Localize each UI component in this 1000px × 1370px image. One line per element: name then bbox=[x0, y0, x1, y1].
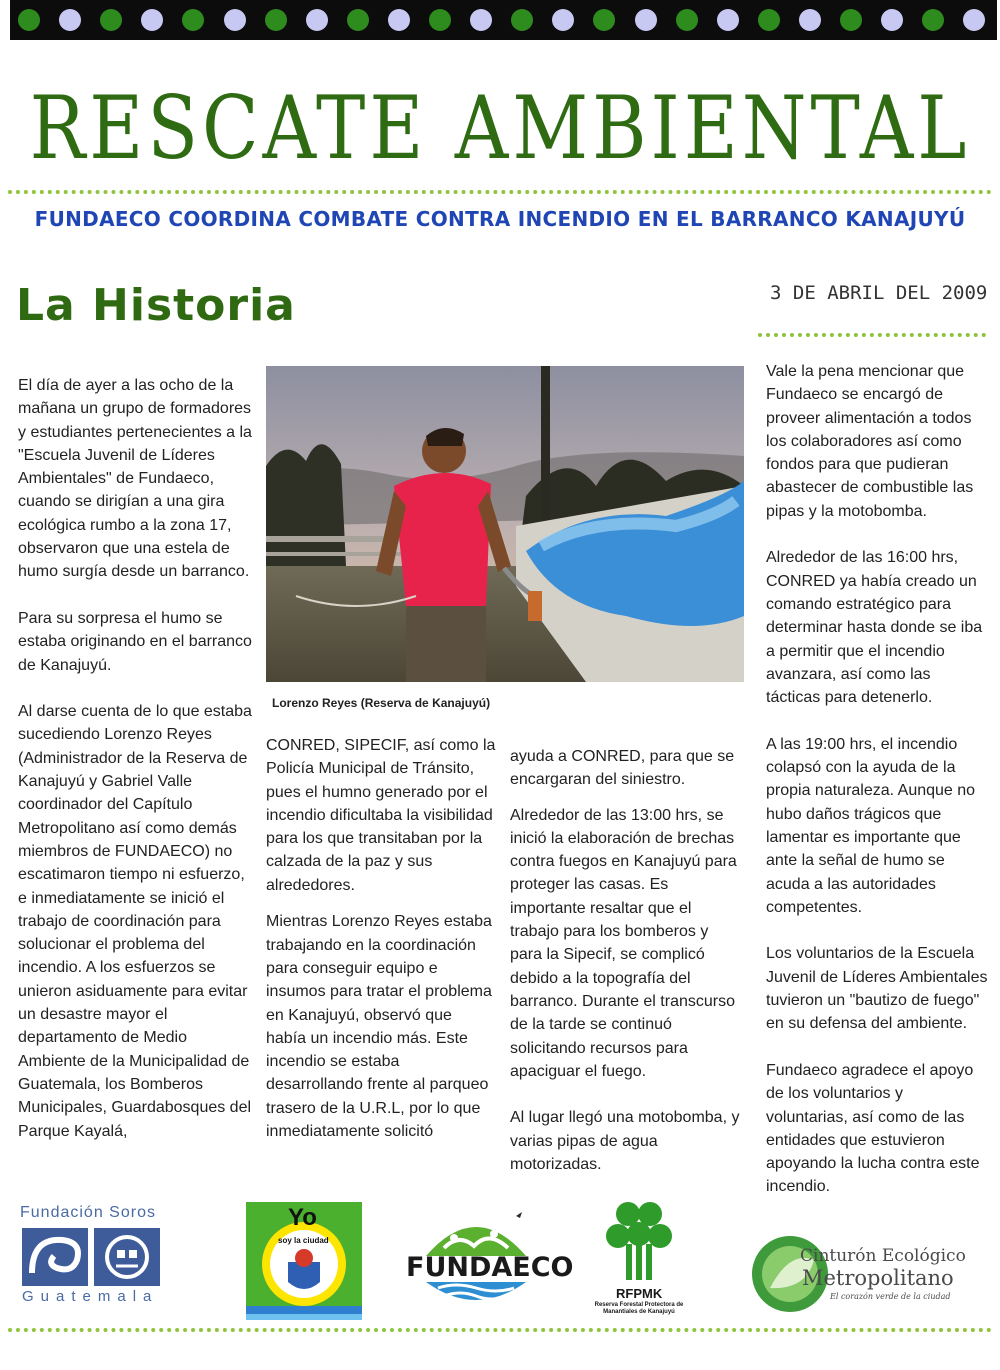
paragraph: Para su sorpresa el humo se estaba originando en el barranco de Kanajuyú. bbox=[18, 609, 252, 674]
banner-dot bbox=[717, 9, 739, 31]
issue-date: 3 DE ABRIL DEL 2009 bbox=[770, 282, 988, 304]
rfpmk-logo bbox=[586, 1200, 692, 1320]
paragraph: Al darse cuenta de lo que estaba sucediendo Lorenzo Reyes (Administrador de la Reserva de Kanajuyú y Gabriel Valle coordinador del Capítulo Metropolitano así como demás miembros de FUNDAECO) no escatimaron tiempo ni esfuerzo, e inmediatamente se inició el trabajo de coordinación para solucionar el problema del incendio. A los esfuerzos se unieron asiduamente para evitar un desastre mayor el departamento de Medio Ambiente de la Municipalidad de Guatemala, los Bomberos Municipales, Guardabosques del Parque Kayalá, bbox=[18, 703, 252, 1140]
paragraph: Mientras Lorenzo Reyes estaba trabajando en la coordinación para conseguir equipo e insumos para tratar el problema en Kanajuyú, observó que había un incendio más. Este incendio se estaba desarrollando frente al parqueo trasero de la U.R.L, por lo que inmediatamente solicitó bbox=[266, 913, 492, 1141]
paragraph: CONRED, SIPECIF, así como la Policía Municipal de Tránsito, pues el humno generado por el incendio dificultaba la visibilidad para los que transitaban por la calzada de la paz y sus alrededores. bbox=[266, 737, 496, 894]
paragraph: Al lugar llegó una motobomba, y varias pipas de agua motorizadas. bbox=[510, 1109, 740, 1174]
banner-dot bbox=[470, 9, 492, 31]
tree-icon bbox=[604, 1200, 674, 1282]
banner-dot bbox=[840, 9, 862, 31]
soros-logo-top: Fundación Soros bbox=[20, 1204, 156, 1221]
banner-dot bbox=[18, 9, 40, 31]
paragraph: Los voluntarios de la Escuela Juvenil de Líderes Ambientales tuvieron un "bautizo de fuego" en su defensa del ambiente. bbox=[766, 945, 988, 1033]
banner-dot bbox=[182, 9, 204, 31]
paragraph: Fundaeco agradece el apoyo de los voluntarios y voluntarias, así como de las entidades que estuvieron apoyando la lucha contra este incendio. bbox=[766, 1061, 980, 1196]
paragraph: Vale la pena mencionar que Fundaeco se encargó de proveer alimentación a todos los colaboradores así como fondos para que pudieran abastecer de combustible las pipas y la motobomba. bbox=[766, 363, 974, 520]
yo-logo-subtext: soy la ciudad bbox=[278, 1236, 329, 1245]
yo-soy-la-ciudad-logo bbox=[244, 1200, 364, 1322]
banner-dot bbox=[922, 9, 944, 31]
cinturon-logo-line2: Metropolitano bbox=[802, 1266, 954, 1290]
paragraph: Alrededor de las 16:00 hrs, CONRED ya había creado un comando estratégico para determinar hasta donde se iba a permitir que el incendio avanzara, así como las tácticas para detenerlo. bbox=[766, 549, 983, 707]
headline: FUNDAECO COORDINA COMBATE CONTRA INCENDIO EN EL BARRANCO KANAJUYÚ bbox=[34, 207, 966, 231]
photo-caption: Lorenzo Reyes (Reserva de Kanajuyú) bbox=[272, 696, 491, 710]
article-photo bbox=[266, 366, 744, 682]
paragraph: A las 19:00 hrs, el incendio colapsó con la ayuda de la propia naturaleza. Aunque no hubo daños trágicos que lamentar es importante que ante la señal de humo se acuda a las autoridades competentes. bbox=[766, 735, 976, 916]
rfpmk-logo-subtext: Reserva Forestal Protectora de Manantiales de Kanajuyú bbox=[594, 1302, 684, 1315]
newsletter-title: RESCATE AMBIENTAL bbox=[29, 78, 971, 180]
bottom-dotted-divider bbox=[8, 1328, 992, 1332]
banner-dot bbox=[224, 9, 246, 31]
banner-dot bbox=[100, 9, 122, 31]
yo-logo-text: Yo bbox=[288, 1204, 317, 1231]
banner-dot bbox=[552, 9, 574, 31]
banner-dot bbox=[429, 9, 451, 31]
cinturon-logo-line1: Cinturón Ecológico bbox=[800, 1246, 966, 1266]
date-divider bbox=[758, 333, 986, 337]
banner-dot bbox=[799, 9, 821, 31]
soros-logo bbox=[16, 1200, 166, 1312]
banner-dot bbox=[511, 9, 533, 31]
article-column-3 bbox=[510, 745, 744, 1200]
banner-dot bbox=[635, 9, 657, 31]
banner-dot bbox=[265, 9, 287, 31]
cinturon-ecologico-logo bbox=[750, 1230, 966, 1318]
banner-dot bbox=[59, 9, 81, 31]
banner-dot bbox=[881, 9, 903, 31]
banner-dot bbox=[758, 9, 780, 31]
photo-illustration bbox=[266, 366, 744, 682]
soros-logo-bottom: Guatemala bbox=[22, 1288, 159, 1305]
banner-dot bbox=[963, 9, 985, 31]
fundaeco-logo-text: FUNDAECO bbox=[406, 1252, 574, 1283]
cinturon-logo-tagline: El corazón verde de la ciudad bbox=[830, 1292, 951, 1301]
paragraph: El día de ayer a las ocho de la mañana un grupo de formadores y estudiantes pertenecientes a la "Escuela Juvenil de Líderes Ambientales" de Fundaeco, cuando se dirigían a una gira ecológica rumbo a la zona 17, observaron que una estela de humo surgía desde un barranco. bbox=[18, 377, 252, 581]
dotted-divider bbox=[8, 190, 992, 194]
soros-emblem-icon bbox=[22, 1228, 162, 1286]
banner-dot bbox=[141, 9, 163, 31]
banner-dot bbox=[388, 9, 410, 31]
rfpmk-logo-text: RFPMK bbox=[616, 1286, 663, 1301]
article-column-4 bbox=[766, 360, 988, 1222]
banner-dot bbox=[593, 9, 615, 31]
banner-dot bbox=[676, 9, 698, 31]
fundaeco-logo bbox=[404, 1208, 574, 1312]
article-column-1 bbox=[18, 374, 254, 1166]
paragraph: ayuda a CONRED, para que se encargaran del siniestro. bbox=[510, 748, 735, 789]
paragraph: Alrededor de las 13:00 hrs, se inició la elaboración de brechas contra fuegos en Kanajuyú para proteger las casas. Es importante resaltar que el trabajo para los bomberos y para la Sipecif, se complicó debido a la topografía del barranco. Durante el transcurso de la tarde se continuó solicitando recursos para apaciguar el fuego. bbox=[510, 806, 737, 1080]
banner-dot bbox=[306, 9, 328, 31]
article-column-2 bbox=[266, 734, 496, 1167]
top-dotted-banner bbox=[10, 0, 997, 40]
section-title: La Historia bbox=[16, 280, 296, 331]
banner-dot bbox=[347, 9, 369, 31]
